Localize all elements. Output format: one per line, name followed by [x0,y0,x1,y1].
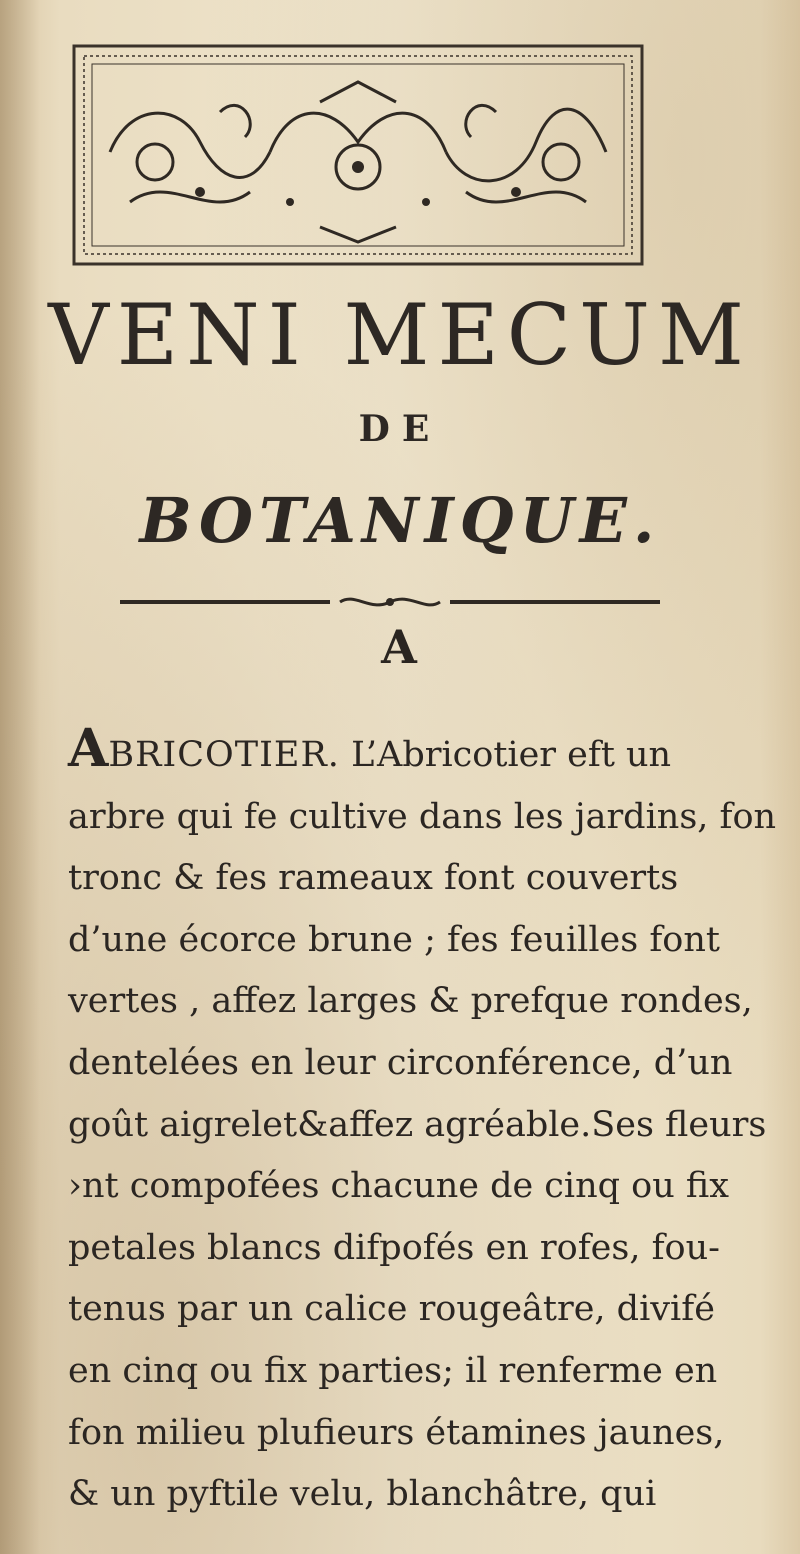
text-line: petales blancs difpofés en rofes, fou- [68,1227,720,1268]
text-line: & un pyftile velu, blanchâtre, qui [68,1474,657,1515]
gutter-shadow [0,0,40,1554]
text-line: goût aigrelet&affez agréable.Ses fleurs [68,1104,767,1145]
title-preposition: DE [358,408,442,450]
headword: BRICOTIER. [108,735,340,775]
text-line: fon milieu plufieurs étamines jaunes, [68,1412,725,1453]
ornamental-rule [110,592,670,612]
text-line: tronc & fes rameaux font couverts [68,858,679,899]
text-line: en cinq ou fix parties; il renferme en [68,1350,718,1391]
text-line: tenus par un calice rougeâtre, divifé [68,1289,715,1330]
text-line: ›nt compofées chacune de cinq ou fix [68,1166,730,1207]
ornamental-headpiece [70,42,646,268]
text-line: dentelées en leur circonférence, d’un [68,1042,733,1083]
book-subject: BOTANIQUE. [139,484,661,557]
text-line: d’une écorce brune ; fes feuilles font [68,919,720,960]
text-line: arbre qui fe cultive dans les jardins, fon [68,796,777,837]
text-line: L’Abricotier eft un [351,735,672,775]
drop-capital: A [68,718,109,779]
section-letter: A [381,620,419,674]
book-title: VENI MECUM [48,286,752,384]
entry-first-line [68,718,672,787]
text-line: vertes , affez larges & prefque rondes, [68,981,753,1022]
entry-text [68,718,777,1526]
